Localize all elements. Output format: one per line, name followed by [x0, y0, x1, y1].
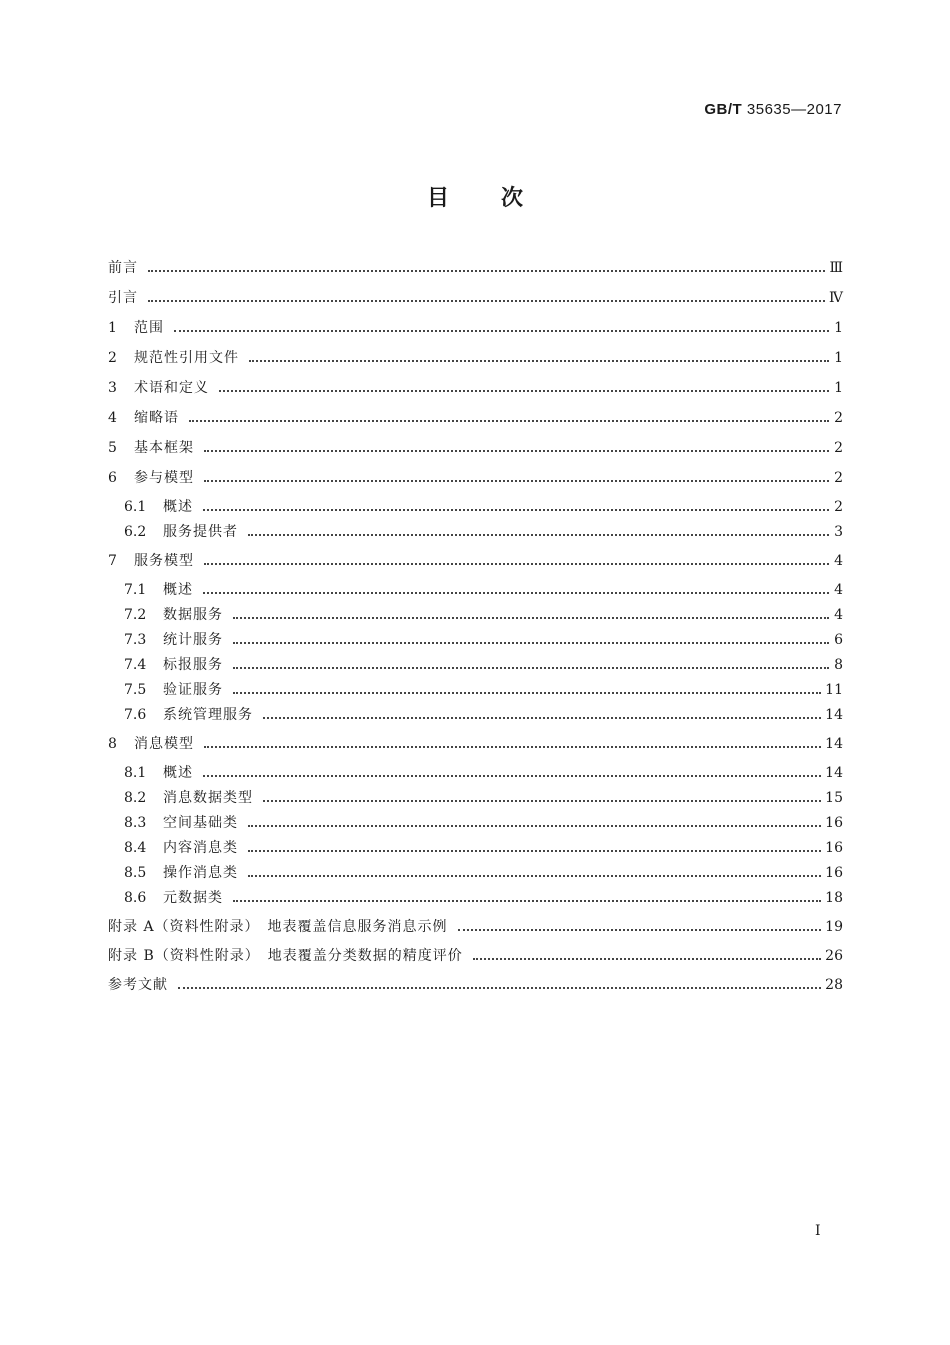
- toc-entry-label: 术语和定义: [134, 380, 209, 396]
- dot-leader: [233, 642, 829, 644]
- dot-leader: [148, 270, 825, 272]
- toc-entry-number: 8.4: [124, 840, 147, 856]
- toc-entry-number: 8.6: [124, 890, 147, 906]
- dot-leader: [174, 330, 829, 332]
- toc-entry[interactable]: [108, 408, 843, 428]
- toc-entry[interactable]: [108, 705, 843, 725]
- toc-entry-page: 16: [825, 840, 843, 856]
- toc-entry-label: 标报服务: [163, 657, 223, 673]
- toc-entry-number: 6.1: [124, 499, 147, 515]
- toc-entry-label: 系统管理服务: [163, 707, 253, 723]
- toc-entry-number: 4: [108, 410, 117, 426]
- toc-entry-page: 14: [825, 765, 843, 781]
- toc-entry-number: 7.2: [124, 607, 147, 623]
- toc-entry-label: 基本框架: [134, 440, 194, 456]
- toc-entry-label: 空间基础类: [163, 815, 238, 831]
- toc-entry[interactable]: [108, 946, 843, 966]
- dot-leader: [203, 592, 829, 594]
- toc-entry-label: 内容消息类: [163, 840, 238, 856]
- toc-entry-number: 8: [108, 736, 117, 752]
- toc-entry-number: 5: [108, 440, 117, 456]
- toc-entry[interactable]: [108, 680, 843, 700]
- toc-entry-label: 服务模型: [134, 553, 194, 569]
- dot-leader: [204, 563, 829, 565]
- toc-entry-page: 26: [825, 948, 843, 964]
- toc-entry-page: 14: [825, 707, 843, 723]
- toc-entry[interactable]: [108, 378, 843, 398]
- dot-leader: [204, 480, 829, 482]
- table-of-contents: [108, 258, 843, 995]
- toc-entry-label: 范围: [134, 320, 164, 336]
- toc-entry-page: 4: [834, 582, 843, 598]
- dot-leader: [233, 692, 821, 694]
- toc-entry-page: 6: [834, 632, 843, 648]
- dot-leader: [148, 300, 825, 302]
- toc-entry[interactable]: [108, 863, 843, 883]
- dot-leader: [248, 825, 821, 827]
- toc-entry[interactable]: [108, 318, 843, 338]
- dot-leader: [178, 987, 821, 989]
- toc-entry-label: 概述: [163, 582, 193, 598]
- toc-entry-number: 7.1: [124, 582, 147, 598]
- toc-entry[interactable]: [108, 838, 843, 858]
- toc-entry-number: 3: [108, 380, 117, 396]
- toc-entry-label: 概述: [163, 499, 193, 515]
- dot-leader: [263, 800, 821, 802]
- toc-entry-number: 7: [108, 553, 117, 569]
- toc-entry-label: 元数据类: [163, 890, 223, 906]
- toc-entry-label: 前言: [108, 260, 138, 276]
- dot-leader: [203, 509, 829, 511]
- toc-entry-label: 附录 B（资料性附录） 地表覆盖分类数据的精度评价: [108, 948, 463, 964]
- toc-entry-number: 8.5: [124, 865, 147, 881]
- dot-leader: [219, 390, 829, 392]
- dot-leader: [204, 746, 821, 748]
- dot-leader: [473, 958, 821, 960]
- toc-entry-page: 8: [834, 657, 843, 673]
- toc-entry-page: 16: [825, 865, 843, 881]
- toc-entry[interactable]: [108, 975, 843, 995]
- toc-entry-number: 7.6: [124, 707, 147, 723]
- toc-entry-label: 参考文献: [108, 977, 168, 993]
- toc-entry-page: 28: [825, 977, 843, 993]
- toc-entry-label: 参与模型: [134, 470, 194, 486]
- toc-entry[interactable]: [108, 468, 843, 488]
- dot-leader: [233, 667, 829, 669]
- toc-entry[interactable]: [108, 813, 843, 833]
- toc-entry-page: 2: [834, 470, 843, 486]
- toc-entry-number: 6.2: [124, 524, 147, 540]
- toc-entry-page: Ⅳ: [829, 290, 843, 306]
- toc-entry-number: 2: [108, 350, 117, 366]
- toc-entry[interactable]: [108, 655, 843, 675]
- toc-entry[interactable]: [108, 522, 843, 542]
- toc-entry-page: 1: [834, 350, 843, 366]
- toc-entry-page: 1: [834, 320, 843, 336]
- toc-entry-number: 6: [108, 470, 117, 486]
- toc-entry-page: 4: [834, 607, 843, 623]
- toc-entry[interactable]: [108, 605, 843, 625]
- toc-entry-number: 7.3: [124, 632, 147, 648]
- standard-code-prefix: GB/T: [704, 101, 743, 118]
- toc-entry-label: 规范性引用文件: [134, 350, 239, 366]
- toc-entry[interactable]: [108, 288, 843, 308]
- toc-entry-label: 缩略语: [134, 410, 179, 426]
- toc-entry-number: 8.2: [124, 790, 147, 806]
- toc-entry-number: 8.3: [124, 815, 147, 831]
- toc-entry-label: 消息数据类型: [163, 790, 253, 806]
- toc-entry-label: 操作消息类: [163, 865, 238, 881]
- toc-entry[interactable]: [108, 438, 843, 458]
- dot-leader: [233, 900, 821, 902]
- toc-entry[interactable]: [108, 630, 843, 650]
- toc-entry-page: Ⅲ: [829, 260, 843, 276]
- toc-entry-page: 2: [834, 410, 843, 426]
- toc-entry[interactable]: [108, 497, 843, 517]
- toc-entry-number: 1: [108, 320, 117, 336]
- page-title: 目次: [426, 186, 575, 211]
- toc-entry[interactable]: [108, 551, 843, 571]
- toc-entry[interactable]: [108, 580, 843, 600]
- toc-entry[interactable]: [108, 917, 843, 937]
- toc-entry[interactable]: [108, 734, 843, 754]
- page-number: I: [815, 1223, 821, 1239]
- toc-entry-label: 消息模型: [134, 736, 194, 752]
- dot-leader: [248, 850, 821, 852]
- toc-entry-page: 4: [834, 553, 843, 569]
- toc-entry-page: 16: [825, 815, 843, 831]
- toc-entry-page: 3: [834, 524, 843, 540]
- toc-entry-page: 18: [825, 890, 843, 906]
- toc-entry[interactable]: [108, 258, 843, 278]
- toc-entry-page: 11: [825, 682, 843, 698]
- dot-leader: [248, 875, 821, 877]
- toc-entry-label: 数据服务: [163, 607, 223, 623]
- dot-leader: [203, 775, 821, 777]
- standard-code: [704, 101, 842, 118]
- dot-leader: [204, 450, 829, 452]
- toc-entry-number: 7.5: [124, 682, 147, 698]
- dot-leader: [189, 420, 829, 422]
- toc-entry-number: 7.4: [124, 657, 147, 673]
- toc-entry-page: 14: [825, 736, 843, 752]
- toc-entry-page: 2: [834, 440, 843, 456]
- toc-entry-page: 19: [825, 919, 843, 935]
- toc-entry[interactable]: [108, 763, 843, 783]
- dot-leader: [233, 617, 829, 619]
- toc-entry[interactable]: [108, 348, 843, 368]
- dot-leader: [248, 534, 829, 536]
- toc-entry-page: 2: [834, 499, 843, 515]
- dot-leader: [249, 360, 829, 362]
- dot-leader: [458, 929, 822, 931]
- dot-leader: [263, 717, 821, 719]
- toc-entry-page: 1: [834, 380, 843, 396]
- toc-entry-label: 概述: [163, 765, 193, 781]
- toc-entry-label: 统计服务: [163, 632, 223, 648]
- standard-code-number: 35635—2017: [746, 101, 842, 118]
- toc-entry-label: 验证服务: [163, 682, 223, 698]
- toc-entry-label: 服务提供者: [163, 524, 238, 540]
- toc-entry-number: 8.1: [124, 765, 147, 781]
- toc-entry[interactable]: [108, 788, 843, 808]
- toc-entry-label: 引言: [108, 290, 138, 306]
- toc-entry-label: 附录 A（资料性附录） 地表覆盖信息服务消息示例: [108, 919, 448, 935]
- toc-entry-page: 15: [825, 790, 843, 806]
- toc-entry[interactable]: [108, 888, 843, 908]
